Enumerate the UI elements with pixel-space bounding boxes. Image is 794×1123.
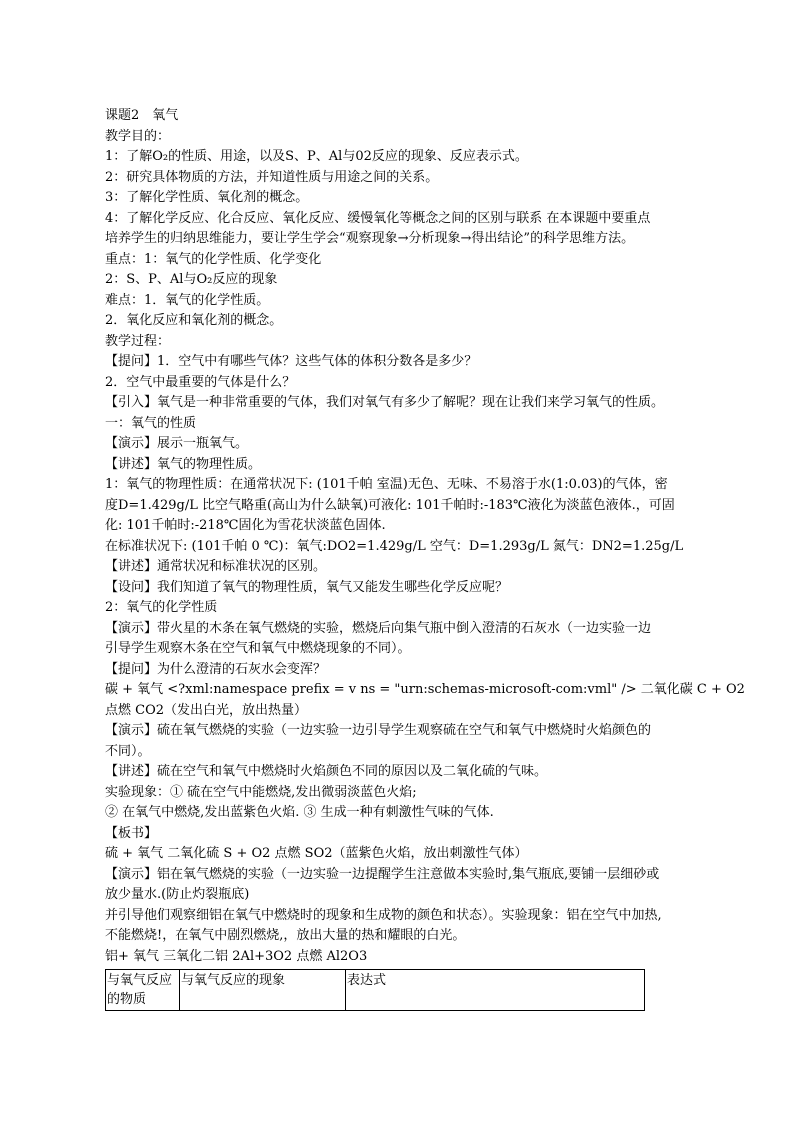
table-header-phenomenon: 与氧气反应的现象 xyxy=(180,970,346,1011)
text-line: 2：氧气的化学性质 xyxy=(105,600,218,615)
text-line: 教学过程： xyxy=(105,333,171,349)
text-line: 【板书】 xyxy=(105,825,158,841)
text-line: 碳 + 氧气 <?xml:namespace prefix = v ns = "urn:schemas-microsoft-com:vml" /> 二氧化碳 C + O2 xyxy=(105,682,745,697)
text-line: 铝+ 氧气 三氧化二铝 2Al+3O2 点燃 Al2O3 xyxy=(105,948,368,964)
text-line: 【讲述】通常状况和标准状况的区别。 xyxy=(105,559,327,574)
text-line: 培养学生的归纳思维能力，要让学生学会“观察现象→分析现象→得出结论”的科学思维方法。 xyxy=(105,231,635,246)
text-line: 硫 + 氧气 二氧化硫 S + O2 点燃 SO2（蓝紫色火焰，放出刺激性气体） xyxy=(105,846,528,861)
text-line: 点燃 CO2（发出白光，放出热量） xyxy=(105,702,308,718)
text-line: 【讲述】硫在空气和氧气中燃烧时火焰颜色不同的原因以及二氧化硫的气味。 xyxy=(105,764,548,779)
text-line: 课题2 氧气 xyxy=(105,108,179,123)
text-line: 一：氧气的性质 xyxy=(105,415,197,431)
text-line: 不能燃烧!，在氧气中剧烈燃烧,，放出大量的热和耀眼的白光。 xyxy=(105,928,466,943)
text-line: 实验现象：① 硫在空气中能燃烧,发出微弱淡蓝色火焰; xyxy=(105,784,417,800)
text-line: 2：S、P、Al与O₂反应的现象 xyxy=(105,272,278,287)
text-line: 不同）。 xyxy=(105,743,151,759)
text-line: 1：了解O₂的性质、用途，以及S、P、Al与02反应的现象、反应表示式。 xyxy=(105,149,528,164)
text-line: 1：氧气的物理性质：在通常状况下: (101千帕 室温)无色、无味、不易溶于水(1:0.03)的气体，密 xyxy=(105,477,668,492)
text-line: 【讲述】氧气的物理性质。 xyxy=(105,456,262,472)
text-line: 引导学生观察木条在空气和氧气中燃烧现象的不同）。 xyxy=(105,641,411,656)
document-body xyxy=(105,106,745,967)
text-line: 难点：1．氧气的化学性质。 xyxy=(105,292,270,308)
text-line: 并引导他们观察细铝在氧气中燃烧时的现象和生成物的颜色和状态）。实验现象：铝在空气中加热, xyxy=(105,907,662,923)
text-line: 4：了解化学反应、化合反应、氧化反应、缓慢氧化等概念之间的区别与联系 在本课题中要重点 xyxy=(105,210,651,226)
document-page xyxy=(105,106,745,1011)
text-line: 2．空气中最重要的气体是什么？ xyxy=(105,374,296,390)
table-header-row xyxy=(106,970,645,1011)
text-line: 【提问】1．空气中有哪些气体？这些气体的体积分数各是多少？ xyxy=(105,354,478,369)
text-line: 【演示】带火星的木条在氧气燃烧的实验，燃烧后向集气瓶中倒入澄清的石灰水（一边实验一边 xyxy=(105,620,652,636)
text-line: 重点：1：氧气的化学性质、化学变化 xyxy=(105,251,322,267)
text-line: 【提问】为什么澄清的石灰水会变浑？ xyxy=(105,661,327,677)
text-line: 3：了解化学性质、氧化剂的概念。 xyxy=(105,190,309,205)
text-line: 2：研究具体物质的方法，并知道性质与用途之间的关系。 xyxy=(105,169,439,185)
text-line: 【演示】展示一瓶氧气。 xyxy=(105,436,249,451)
text-line: 放少量水.(防止灼裂瓶底) xyxy=(105,887,250,902)
text-line: 化: 101千帕时:-218℃固化为雪花状淡蓝色固体. xyxy=(105,518,386,533)
text-line: 教学目的： xyxy=(105,128,171,144)
text-line: 【演示】硫在氧气燃烧的实验（一边实验一边引导学生观察硫在空气和氧气中燃烧时火焰颜色的 xyxy=(105,723,652,738)
text-line: 【设问】我们知道了氧气的物理性质，氧气又能发生哪些化学反应呢？ xyxy=(105,579,509,595)
text-line: 【引入】氧气是一种非常重要的气体，我们对氧气有多少了解呢？现在让我们来学习氧气的性质。 xyxy=(105,395,665,410)
text-line: 2．氧化反应和氧化剂的概念。 xyxy=(105,313,283,328)
text-line: 度D=1.429g/L 比空气略重(高山为什么缺氧)可液化: 101千帕时:-183℃液化为淡蓝色液体.，可固 xyxy=(105,497,675,513)
text-line: 在标准状况下: (101千帕 0 ℃)：氧气:DO2=1.429g/L 空气：D=1.293g/L 氮气：DN2=1.25g/L xyxy=(105,538,684,554)
text-line: ② 在氧气中燃烧,发出蓝紫色火焰. ③ 生成一种有刺激性气味的气体. xyxy=(105,805,494,820)
table-header-expression: 表达式 xyxy=(346,970,645,1011)
text-line: 【演示】铝在氧气燃烧的实验（一边实验一边提醒学生注意做本实验时,集气瓶底,要铺一层细砂或 xyxy=(105,866,660,882)
reaction-summary-table xyxy=(105,969,645,1011)
table-header-substance: 与氧气反应的物质 xyxy=(106,970,180,1011)
